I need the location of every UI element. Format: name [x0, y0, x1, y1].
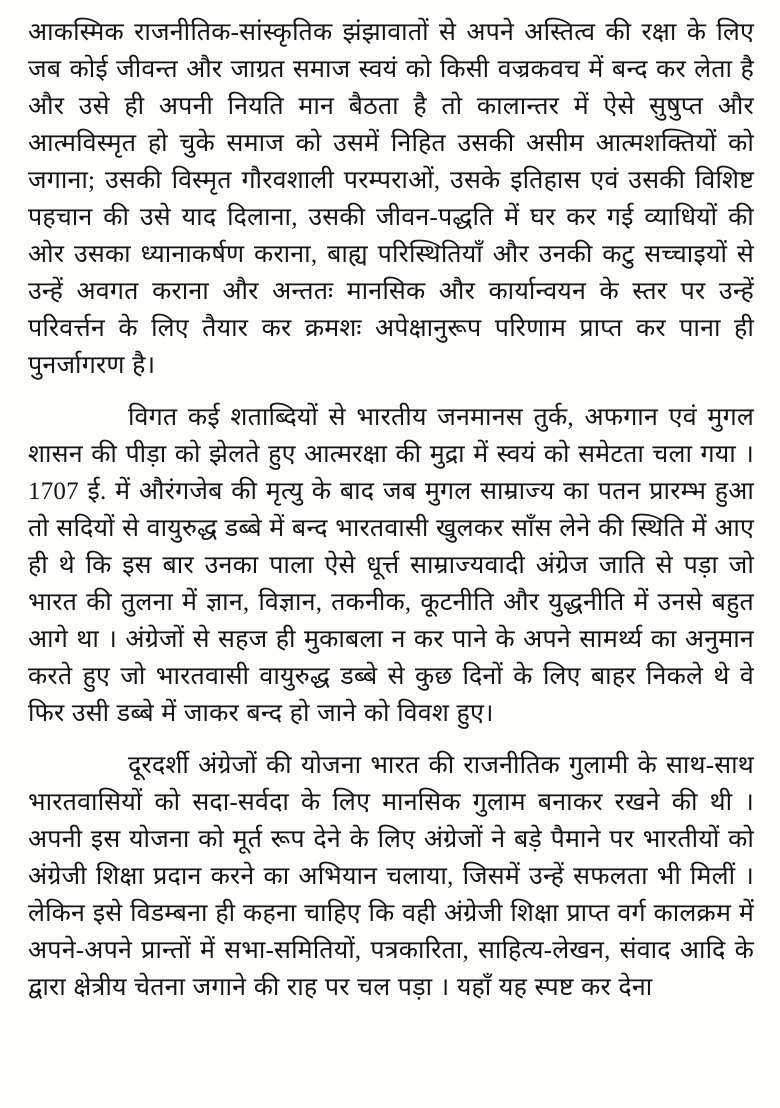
paragraph-renaissance-definition: आकस्मिक राजनीतिक-सांस्कृतिक झंझावातों से अपने अस्तित्व की रक्षा के लिए जब कोई जीवन्त और जाग्रत समाज स्वयं को किसी वज्रकवच में बन्द कर लेता है और उसे ही अपनी नियति मान बैठता है तो कालान्तर में ऐसे सुषुप्त और आत्मविस्मृत हो चुके समाज को उसमें निहित उसकी असीम आत्मशक्तियों को जगाना; उसकी विस्मृत गौरवशाली परम्पराओं, उसके इतिहास एवं उसकी विशिष्ट पहचान की उसे याद दिलाना, उसकी जीवन-पद्धति में घर कर गई व्याधियों की ओर उसका ध्यानाकर्षण कराना, बाह्य परिस्थितियाँ और उनकी कटु सच्चाइयों से उन्हें अवगत कराना और अन्ततः मानसिक और कार्यान्वयन के स्तर पर उन्हें परिवर्त्तन के लिए तैयार कर क्रमशः अपेक्षानुरूप परिणाम प्राप्त कर पाना ही पुनर्जागरण है। [28, 19, 754, 379]
paragraph-british-education-plan: दूरदर्शी अंग्रेजों की योजना भारत की राजनीतिक गुलामी के साथ-साथ भारतवासियों को सदा-सर्वदा के लिए मानसिक गुलाम बनाकर रखने की थी । अपनी इस योजना को मूर्त रूप देने के लिए अंग्रेजों ने बड़े पैमाने पर भारतीयों को अंग्रेजी शिक्षा प्रदान करने का अभियान चलाया, जिसमें उन्हें सफलता भी मिलीं । लेकिन इसे विडम्बना ही कहना चाहिए कि वही अंग्रेजी शिक्षा प्राप्त वर्ग कालक्रम में अपने-अपने प्रान्तों में सभा-समितियों, पत्रकारिता, साहित्य-लेखन, संवाद आदि के द्वारा क्षेत्रीय चेतना जगाने की राह पर चल पड़ा । यहाँ यह स्पष्ट कर देना [28, 752, 754, 1001]
paragraph-mughal-decline: विगत कई शताब्दियों से भारतीय जनमानस तुर्क, अफगान एवं मुगल शासन की पीड़ा को झेलते हुए आत्मरक्षा की मुद्रा में स्वयं को समेटता चला गया । 1707 ई. में औरंगजेब की मृत्यु के बाद जब मुगल साम्राज्य का पतन प्रारम्भ हुआ तो सदियों से वायुरुद्ध डब्बे में बन्द भारतवासी खुलकर साँस लेने की स्थिति में आए ही थे कि इस बार उनका पाला ऐसे धूर्त्त साम्राज्यवादी अंग्रेज जाति से पड़ा जो भारत की तुलना में ज्ञान, विज्ञान, तकनीक, कूटनीति और युद्धनीति में उनसे बहुत आगे था । अंग्रेजों से सहज ही मुकाबला न कर पाने के अपने सामर्थ्य का अनुमान करते हुए जो भारतवासी वायुरुद्ध डब्बे से कुछ दिनों के लिए बाहर निकले थे वे फिर उसी डब्बे में जाकर बन्द हो जाने को विवश हुए। [28, 404, 754, 727]
